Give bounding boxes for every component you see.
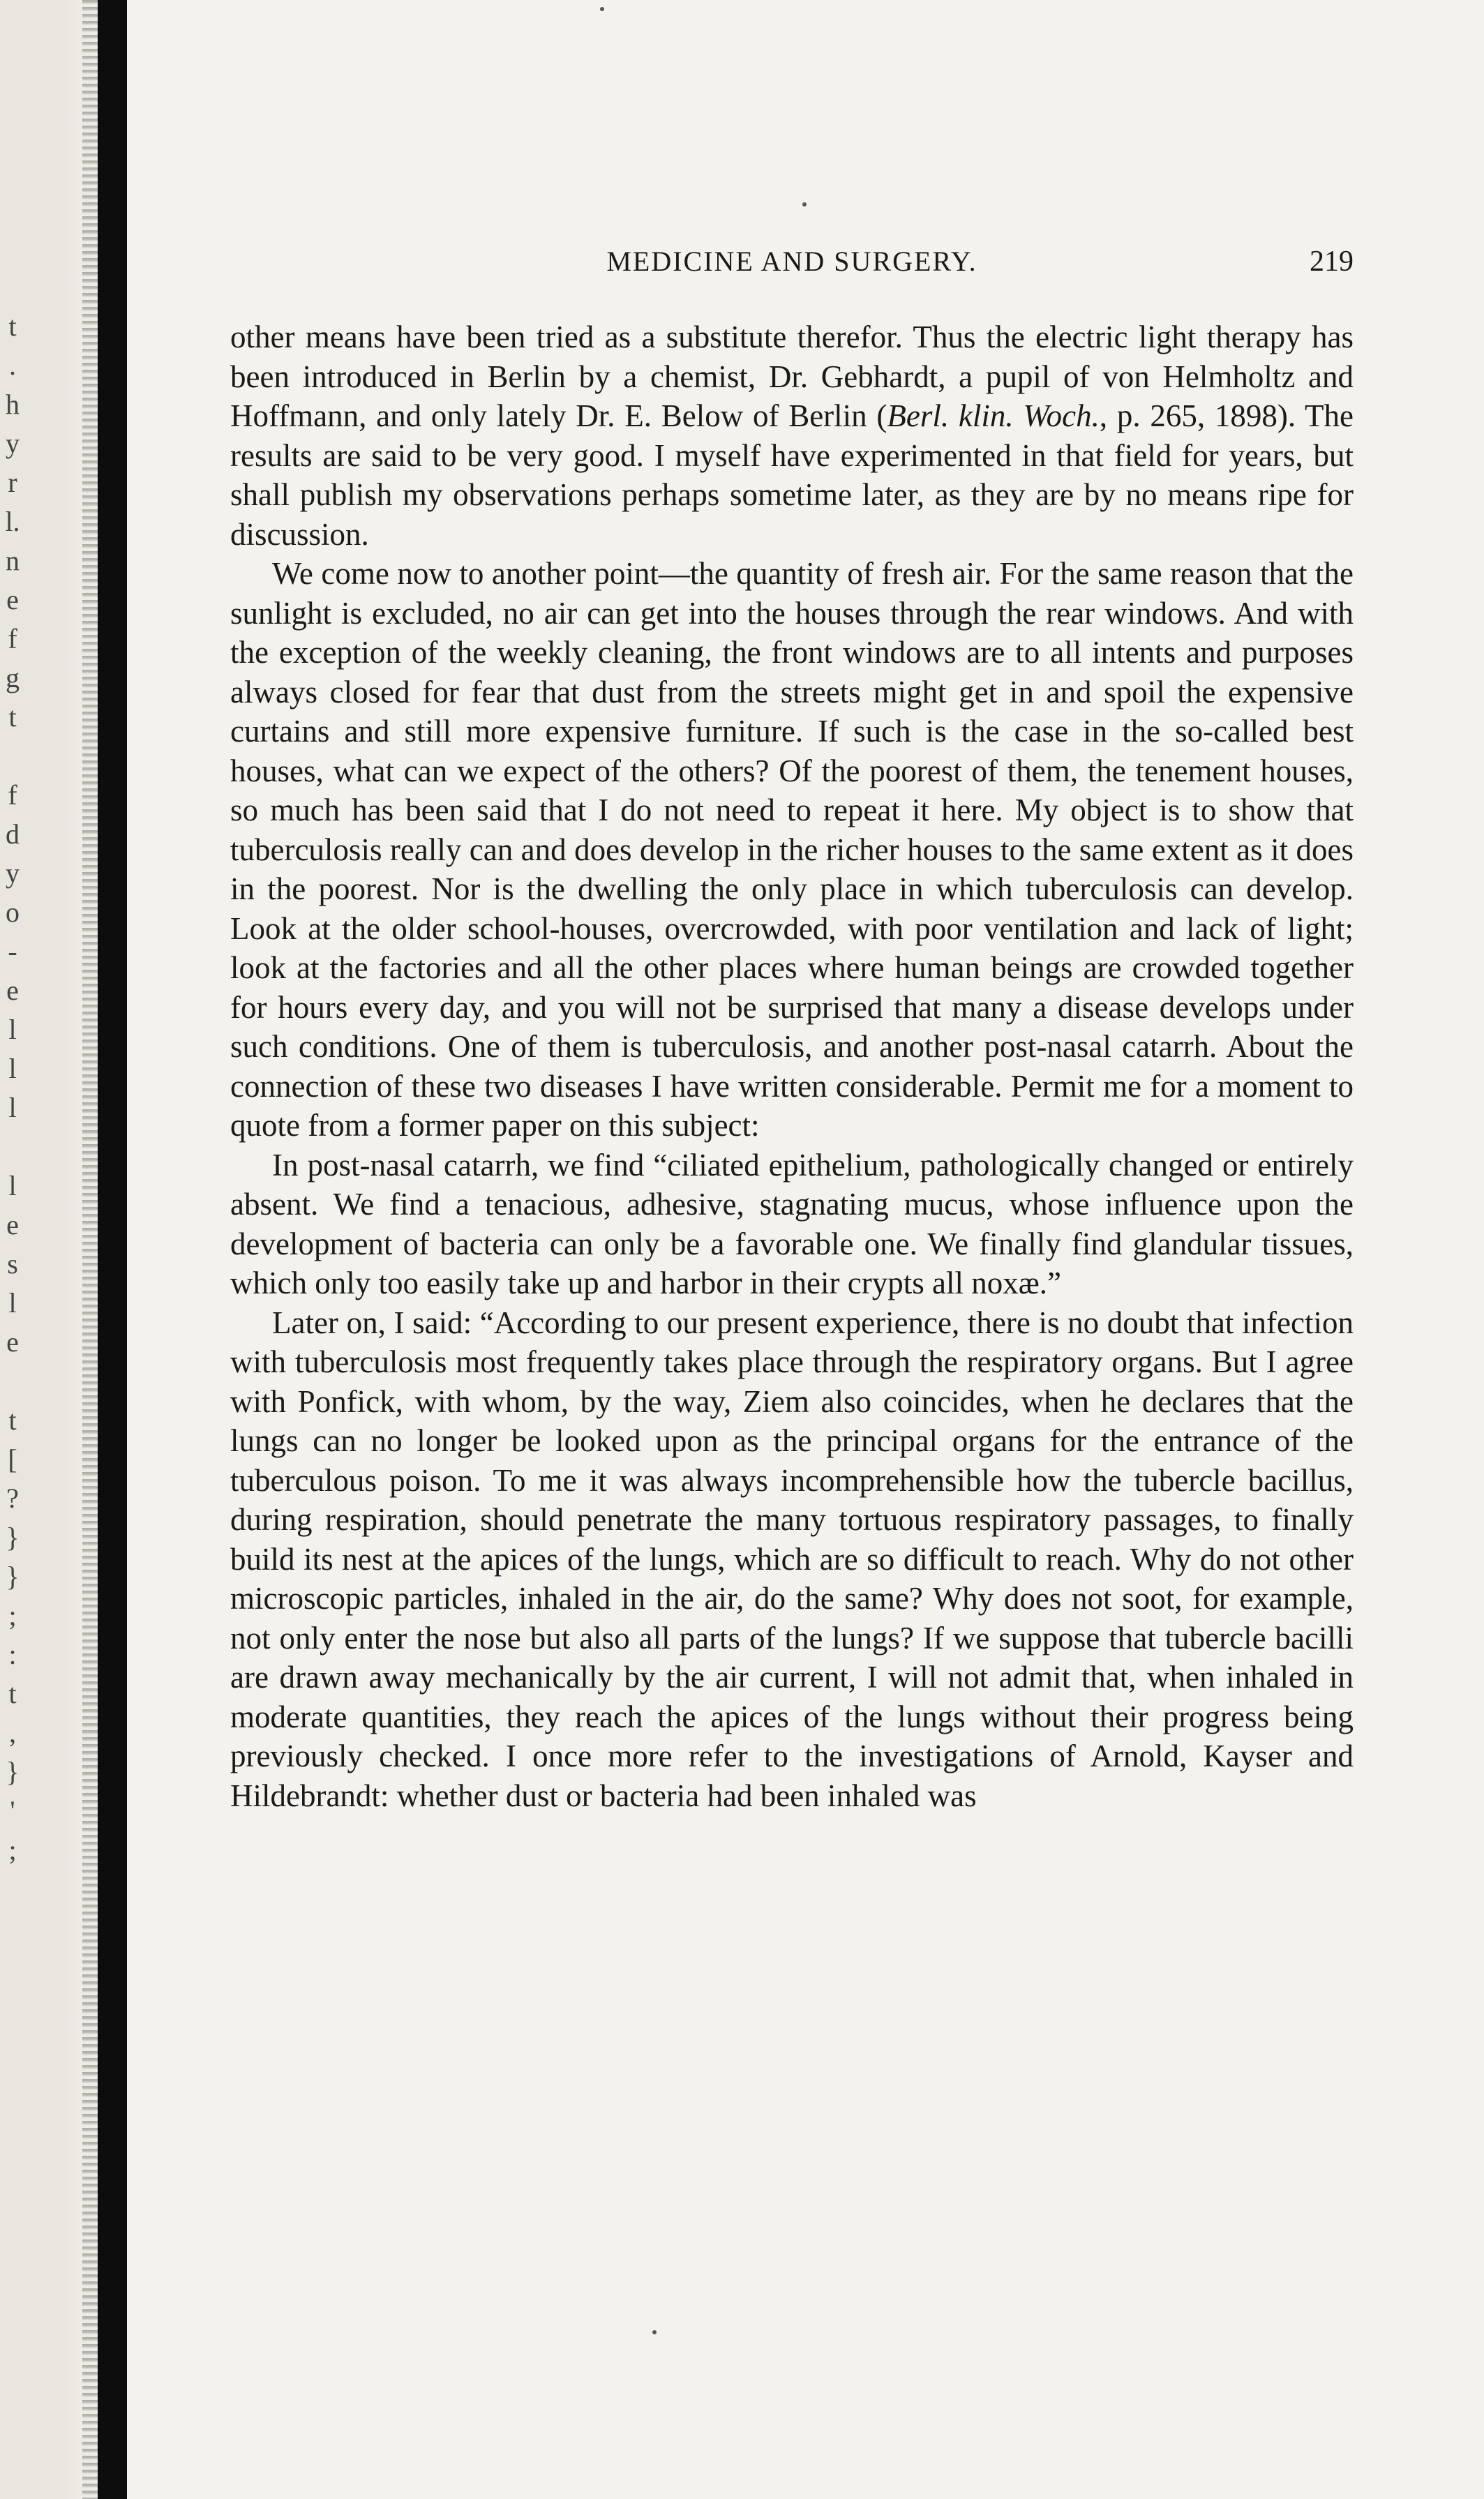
bleed-char: y xyxy=(6,857,20,889)
quoted-paragraph: In post-nasal catarrh, we find “ciliated epithelium, pathologically changed or entirely absent. We find a tenacious, adhesive, stagnating mucus, whose influence upon the development of bacteria can only be a favorable one. We finally find glandular tissues, which only too easily take up and harbor in their crypts all noxæ.” xyxy=(230,1147,1354,1300)
bleed-char: l xyxy=(8,1014,17,1045)
bleed-char: l xyxy=(8,1287,17,1319)
bleed-char: f xyxy=(8,623,17,654)
bleed-char: l xyxy=(8,1053,17,1084)
bleed-char xyxy=(0,737,25,776)
bleed-char: } xyxy=(6,1522,20,1553)
bleed-char: e xyxy=(6,584,19,615)
quoted-paragraph: Later on, I said: “According to our present experience, there is no doubt that infection with tuberculosis most frequently takes place through the respiratory organs. But I agree with Ponfick, with whom, by the way, Ziem also coincides, when he declares that the lungs can no longer be looked upon as the principal organs for the entrance of the tuberculous poison. To me it was always incomprehensible how the tubercle bacillus, during respiration, should penetrate the many tortuous respiratory passages, to finally build its nest at the apices of the lungs, which are so difficult to reach. Why do not other microscopic particles, inhaled in the air, do the same? Why does not soot, for example, not only enter the nose but also all parts of the lungs? If we suppose that tubercle bacilli are drawn away mechanically by the air current, I will not admit that, when inhaled in moderate quantities, they reach the apices of the lungs without their progress being previously checked. I once more refer to the investigations of Arnold, Kayser and Hildebrandt: whether dust or bacteria had been inhaled was xyxy=(230,1305,1354,1813)
bleed-char: s xyxy=(7,1248,18,1279)
bleed-char: ; xyxy=(8,1600,17,1631)
bleed-char xyxy=(0,1362,25,1401)
binding-shadow xyxy=(98,0,127,2499)
bleed-char: d xyxy=(6,818,20,850)
bleed-char: } xyxy=(6,1756,20,1787)
print-speck xyxy=(600,7,604,11)
bleed-char: t xyxy=(8,1678,17,1709)
bleed-char: l. xyxy=(5,506,20,537)
bleed-char xyxy=(0,1127,25,1166)
bleed-char: e xyxy=(6,975,19,1006)
running-head: MEDICINE AND SURGERY. xyxy=(606,246,977,277)
bleed-char: y xyxy=(6,428,20,459)
bleed-char: n xyxy=(6,545,20,576)
bleed-char: ? xyxy=(6,1483,19,1514)
bleed-char: g xyxy=(6,662,20,693)
previous-page-bleed xyxy=(0,307,25,1870)
bleed-char: t xyxy=(8,1404,17,1436)
paragraph-text: other means have been tried as a substitute therefor. Thus the electric light therapy has been introduced in Berlin by a chemist, Dr. Gebhardt, a pupil of von Helmholtz and Hoffmann, and only lately Dr. E. Below of Berlin ( xyxy=(230,320,1354,433)
bleed-char: t xyxy=(8,701,17,733)
bleed-char: l xyxy=(8,1092,17,1123)
bleed-char: e xyxy=(6,1209,19,1240)
bleed-char: ' xyxy=(10,1795,15,1826)
print-speck xyxy=(652,2330,657,2334)
paragraph-text: , p. 265, 1898). The results are said to be very good. I myself have experimented in that field for years, but shall publish my observations perhaps sometime later, as they are by no means ripe for discussion. xyxy=(230,398,1354,552)
print-speck xyxy=(802,202,807,207)
citation-journal: Berl. klin. Woch. xyxy=(887,398,1100,433)
paragraph-continuation xyxy=(230,317,1354,554)
bleed-char: [ xyxy=(8,1443,17,1475)
bleed-char: ; xyxy=(8,1834,17,1866)
bleed-char: - xyxy=(8,936,17,967)
page-number: 219 xyxy=(1310,246,1354,278)
bleed-char: e xyxy=(6,1326,19,1358)
bleed-char: o xyxy=(6,896,20,928)
bleed-char: , xyxy=(9,1717,16,1748)
body-text xyxy=(230,317,1354,1815)
bleed-char: l xyxy=(8,1170,17,1201)
bleed-char: t xyxy=(8,310,17,342)
bleed-char: r xyxy=(8,467,17,498)
paragraph: We come now to another point—the quantity of fresh air. For the same reason that the sunlight is excluded, no air can get into the houses through the rear windows. And with the exception of the weekly cleaning, the front windows are to all intents and purposes always closed for fear that dust from the streets might get in and spoil the expensive curtains and still more expensive furniture. If such is the case in the so-called best houses, what can we expect of the others? Of the poorest of them, the tenement houses, so much has been said that I do not need to repeat it here. My object is to show that tuberculosis really can and does develop in the richer houses to the same extent as it does in the poorest. Nor is the dwelling the only place in which tuberculosis can develop. Look at the older school-houses, overcrowded, with poor ventilation and lack of light; look at the factories and all the other places where human beings are crowded together for hours every day, and you will not be surprised that many a disease develops under such conditions. One of them is tuberculosis, and another post-nasal catarrh. About the connection of these two diseases I have written considerable. Permit me for a moment to quote from a former paper on this subject: xyxy=(230,556,1354,1143)
bleed-char: : xyxy=(8,1639,17,1670)
page-header xyxy=(230,237,1354,286)
bleed-char: } xyxy=(6,1561,20,1592)
bleed-char: f xyxy=(8,779,17,811)
bleed-char: h xyxy=(6,389,20,420)
bleed-char: . xyxy=(9,350,16,381)
